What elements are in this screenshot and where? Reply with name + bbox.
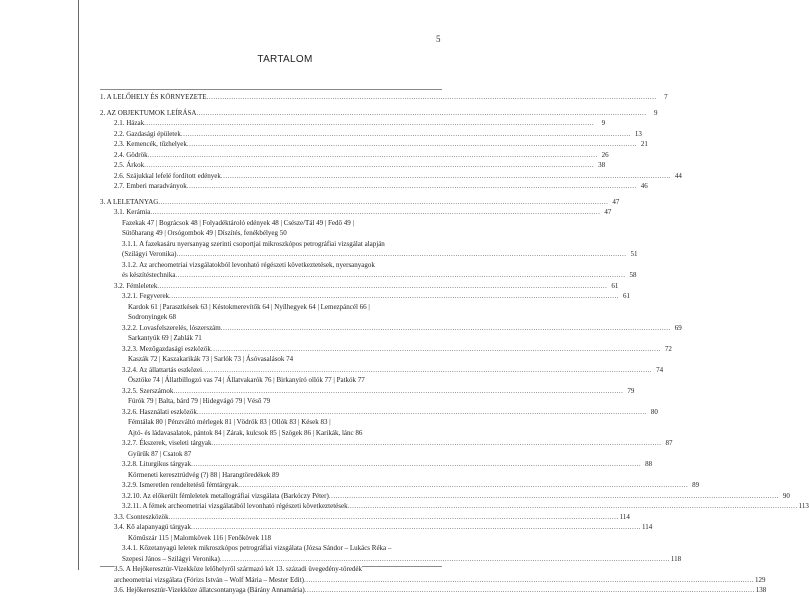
toc-entry: [100, 354, 442, 365]
toc-entry-page: 114: [619, 512, 630, 521]
toc-entry: [100, 449, 442, 460]
toc-leader-dots: ........................................................................................................................................................................................................: [176, 250, 627, 258]
toc-entry-title: Ösztöke 74 | Állatbillogzó vas 74 | Állatvakarók 76 | Birkanyíró ollók 77 | Patkók 77: [128, 376, 365, 384]
toc-leader-dots: ........................................................................................................................................................................................................: [304, 575, 754, 584]
toc-entry-page: 61: [619, 291, 630, 302]
toc-entry-title: Fazekak 47 | Bográcsok 48 | Folyadéktároló edények 48 | Csésze/Tál 49 | Fedő 49 |: [122, 218, 354, 227]
toc-entry-title: 3.1.1. A fazekasáru nyersanyag szerinti csoportjai mikroszkópos petrográfiai vizsgálat alapján: [122, 239, 385, 248]
toc-leader-dots: ........................................................................................................................................................................................................: [144, 161, 595, 169]
toc-leader-dots: ........................................................................................................................................................................................................: [206, 93, 657, 101]
toc-entry-title: Szepesi János – Szilágyi Veronika): [122, 554, 220, 563]
toc-entry-title: Sodronyingek 68: [128, 313, 177, 321]
toc-entry-page: 129: [755, 575, 766, 584]
toc-leader-dots: ........................................................................................................................................................................................................: [144, 119, 595, 127]
page-left-border: [78, 0, 79, 570]
toc-entry: [100, 333, 442, 344]
toc-entry: [100, 108, 658, 119]
toc-entry: [100, 228, 442, 239]
toc-entry: [100, 239, 442, 250]
toc-leader-dots: ........................................................................................................................................................................................................: [328, 491, 779, 500]
toc-entry-title: Sütőharang 49 | Orsógombok 49 | Díszítés, fenékbélyeg 50: [122, 229, 287, 237]
toc-entry: [100, 585, 767, 596]
toc-entry-page: 90: [779, 491, 790, 502]
toc-entry-title: 3.2.3. Mezőgazdasági eszközök: [122, 344, 211, 353]
page-number: 5: [436, 34, 441, 44]
toc-entry-page: 26: [598, 150, 609, 161]
toc-entry-page: 44: [671, 171, 682, 182]
toc-entry-page: 87: [661, 438, 672, 449]
toc-entry-page: 47: [600, 207, 611, 218]
toc-entry: [100, 312, 442, 323]
toc-entry-page: 46: [637, 181, 648, 192]
toc-leader-dots: ........................................................................................................................................................................................................: [169, 292, 620, 300]
divider-top: [100, 89, 442, 90]
toc-leader-dots: ........................................................................................................................................................................................................: [150, 208, 601, 216]
toc-entry-title: Gyűrűk 87 | Csatok 87: [128, 449, 192, 458]
toc-leader-dots: ........................................................................................................................................................................................................: [347, 502, 798, 510]
toc-entry: [100, 365, 664, 376]
toc-entry: [100, 302, 442, 313]
toc-entry-title: 3.1. Kerámia: [114, 208, 151, 216]
toc-entry: [100, 407, 658, 418]
page-title: TARTALOM: [257, 54, 313, 65]
toc-entry: [100, 438, 673, 449]
toc-entry-title: archeometriai vizsgálata (Fórizs István – Wolf Mária – Mester Edit): [114, 575, 304, 584]
toc-entry-page: 69: [671, 323, 682, 334]
toc-entry: [100, 160, 606, 171]
toc-entry: [100, 260, 442, 271]
toc-entry-page: 72: [661, 344, 672, 355]
toc-leader-dots: ........................................................................................................................................................................................................: [191, 460, 642, 468]
toc-leader-dots: ........................................................................................................................................................................................................: [210, 344, 661, 353]
toc-entry: [100, 249, 638, 260]
toc-entry-title: és készítéstechnika: [122, 271, 176, 279]
toc-leader-dots: ........................................................................................................................................................................................................: [202, 365, 653, 374]
toc-entry-title: 2.6. Szájukkal lefelé fordított edények: [114, 171, 221, 180]
table-of-contents: [100, 92, 809, 596]
toc-entry-title: 3. A LELETANYAG: [100, 197, 159, 206]
toc-entry-title: Sarkantyúk 69 | Zablák 71: [128, 334, 202, 342]
toc-entry-title: Köműszár 115 | Malomkövek 116 | Fenőkövek 118: [128, 533, 271, 542]
toc-entry: [100, 396, 442, 407]
toc-leader-dots: ........................................................................................................................................................................................................: [220, 171, 671, 180]
toc-entry-title: 3.2.5. Szerszámok: [122, 386, 174, 395]
toc-entry-title: (Szilágyi Veronika): [122, 250, 177, 258]
toc-entry: [100, 470, 442, 481]
toc-entry-title: 3.2.7. Ékszerek, viseleti tárgyak: [122, 439, 212, 447]
toc-entry: [100, 171, 682, 182]
toc-leader-dots: ........................................................................................................................................................................................................: [196, 108, 647, 117]
toc-leader-dots: ........................................................................................................................................................................................................: [304, 586, 755, 594]
toc-leader-dots: ........................................................................................................................................................................................................: [211, 439, 662, 447]
toc-entry-page: 47: [608, 197, 619, 208]
toc-leader-dots: ........................................................................................................................................................................................................: [196, 407, 647, 416]
toc-entry: [100, 491, 790, 502]
toc-entry: [100, 501, 809, 512]
toc-entry-title: 3.2.10. Az előkerült fémleletek metallográfiai vizsgálata (Barkóczy Péter): [122, 491, 329, 500]
toc-entry-title: 3.2.9. Ismeretlen rendeltetésű fémtárgyak: [122, 481, 239, 489]
toc-entry: [100, 92, 668, 103]
toc-leader-dots: ........................................................................................................................................................................................................: [191, 523, 642, 531]
toc-entry: [100, 181, 648, 192]
toc-entry: [100, 270, 637, 281]
toc-entry: [100, 118, 606, 129]
toc-entry-title: 3.2.8. Liturgikus tárgyak: [122, 460, 192, 468]
toc-entry-title: 3.2.6. Használati eszközök: [122, 407, 197, 416]
toc-entry-page: 7: [657, 92, 668, 103]
toc-entry-title: 3.1.2. Az archeometriai vizsgálatokból levonható régészeti következtetések, nyersanyagok: [122, 260, 375, 269]
toc-entry: [100, 512, 630, 523]
toc-entry-page: 74: [652, 365, 663, 376]
toc-entry-title: Fúrók 79 | Balta, bárd 79 | Hidegvágó 79 | Véső 79: [128, 397, 271, 405]
toc-entry-title: 1. A LELŐHELY ÉS KÖRNYEZETE: [100, 93, 207, 101]
toc-entry-title: 2. AZ OBJEKTUMOK LEÍRÁSA: [100, 108, 197, 117]
toc-entry-title: 3.2. Fémleletek: [114, 281, 158, 290]
toc-entry-title: 3.4.1. Kőzetanyagú leletek mikroszkópos petrográfiai vizsgálata (Józsa Sándor – Lukács Réka –: [122, 544, 392, 552]
toc-leader-dots: ........................................................................................................................................................................................................: [147, 150, 598, 159]
toc-entry: [100, 564, 442, 575]
toc-leader-dots: ........................................................................................................................................................................................................: [238, 481, 689, 489]
toc-entry: [100, 344, 672, 355]
toc-entry: [100, 281, 619, 292]
toc-entry-title: Kardok 61 | Parasztkések 63 | Késtokmerevítők 64 | Nyílhegyek 64 | Lemezpáncél 66 |: [128, 302, 370, 311]
toc-entry: [100, 575, 766, 586]
toc-entry-page: 9: [646, 108, 657, 119]
toc-entry-page: 113: [798, 502, 809, 510]
toc-entry: [100, 533, 442, 544]
toc-entry: [100, 386, 635, 397]
toc-entry: [100, 207, 612, 218]
toc-entry-page: 61: [607, 281, 618, 292]
toc-entry-title: 3.2.11. A fémek archeometriai vizsgálatából levonható régészeti következtetések: [122, 502, 348, 510]
toc-entry-title: Ajtó- és ládavasalatok, pántok 84 | Zárak, kulcsok 85 | Szögek 86 | Karikák, lánc 86: [128, 428, 363, 437]
toc-entry-page: 9: [594, 118, 605, 129]
toc-entry: [100, 417, 442, 428]
toc-entry-page: 51: [627, 249, 638, 260]
toc-entry: [100, 543, 442, 554]
toc-entry-title: 3.2.4. Az állattartás eszközei: [122, 365, 203, 374]
toc-entry-page: 58: [625, 270, 636, 281]
toc-entry-title: 3.4. Kő alapanyagú tárgyak: [114, 523, 192, 531]
toc-leader-dots: ........................................................................................................................................................................................................: [175, 271, 626, 279]
toc-entry-title: 3.2.2. Lovasfelszerelés, lószerszám: [122, 323, 221, 332]
toc-leader-dots: ........................................................................................................................................................................................................: [186, 182, 637, 190]
toc-entry-title: 3.3. Csonteszközök: [114, 512, 169, 521]
toc-entry-page: 114: [642, 523, 653, 531]
toc-entry: [100, 323, 682, 334]
toc-leader-dots: ........................................................................................................................................................................................................: [168, 512, 619, 521]
toc-entry: [100, 197, 620, 208]
toc-leader-dots: ........................................................................................................................................................................................................: [173, 386, 624, 395]
toc-entry: [100, 428, 442, 439]
toc-leader-dots: ........................................................................................................................................................................................................: [220, 323, 671, 332]
toc-entry: [100, 150, 609, 161]
toc-entry-title: 2.7. Emberi maradványok: [114, 182, 187, 190]
toc-entry-page: 80: [647, 407, 658, 418]
toc-entry: [100, 375, 442, 386]
toc-entry: [100, 139, 648, 150]
toc-entry-page: 118: [670, 554, 682, 563]
toc-entry: [100, 218, 442, 229]
toc-entry-page: 138: [755, 586, 767, 594]
toc-entry-title: Körmeneti keresztrúdvég (?) 88 | Harangtöredékek 89: [128, 470, 280, 479]
toc-leader-dots: ........................................................................................................................................................................................................: [180, 129, 631, 138]
toc-entry-title: 3.5. A Hejőkeresztúr-Vizekköze lelőhelyről származó két 13. századi üvegedény-töredék: [114, 565, 363, 573]
toc-leader-dots: ........................................................................................................................................................................................................: [219, 554, 670, 563]
toc-leader-dots: ........................................................................................................................................................................................................: [186, 140, 637, 148]
toc-entry-title: 2.1. Házak: [114, 119, 145, 127]
toc-entry: [100, 480, 700, 491]
toc-entry-title: 2.2. Gazdasági épületek: [114, 129, 181, 138]
toc-entry-title: 2.4. Gödrök: [114, 150, 148, 159]
toc-entry-title: 2.3. Kemencék, tűzhelyek: [114, 140, 187, 148]
toc-leader-dots: ........................................................................................................................................................................................................: [158, 197, 609, 206]
toc-entry: [100, 129, 642, 140]
toc-entry-title: 3.2.1. Fegyverek: [122, 292, 170, 300]
toc-entry-title: 2.5. Árkok: [114, 161, 145, 169]
toc-entry-page: 38: [594, 160, 605, 171]
toc-entry-page: 13: [631, 129, 642, 140]
toc-entry-page: 89: [688, 480, 699, 491]
toc-entry: [100, 459, 653, 470]
toc-entry-title: Fémtálak 80 | Pénzváltó mérlegek 81 | Vödrök 83 | Ollók 83 | Kések 83 |: [128, 418, 331, 426]
toc-entry-page: 79: [623, 386, 634, 397]
toc-entry: [100, 291, 631, 302]
toc-entry-title: 3.6. Hejőkeresztúr-Vizekköze állatcsontanyaga (Bárány Annamária): [114, 586, 305, 594]
toc-entry: [100, 554, 682, 565]
toc-leader-dots: ........................................................................................................................................................................................................: [157, 281, 608, 290]
toc-entry: [100, 522, 653, 533]
toc-entry-page: 88: [641, 459, 652, 470]
toc-entry-page: 21: [637, 139, 648, 150]
toc-entry-title: Kaszák 72 | Kaszakarikák 73 | Sarlók 73 | Ásóvasalások 74: [128, 355, 294, 363]
